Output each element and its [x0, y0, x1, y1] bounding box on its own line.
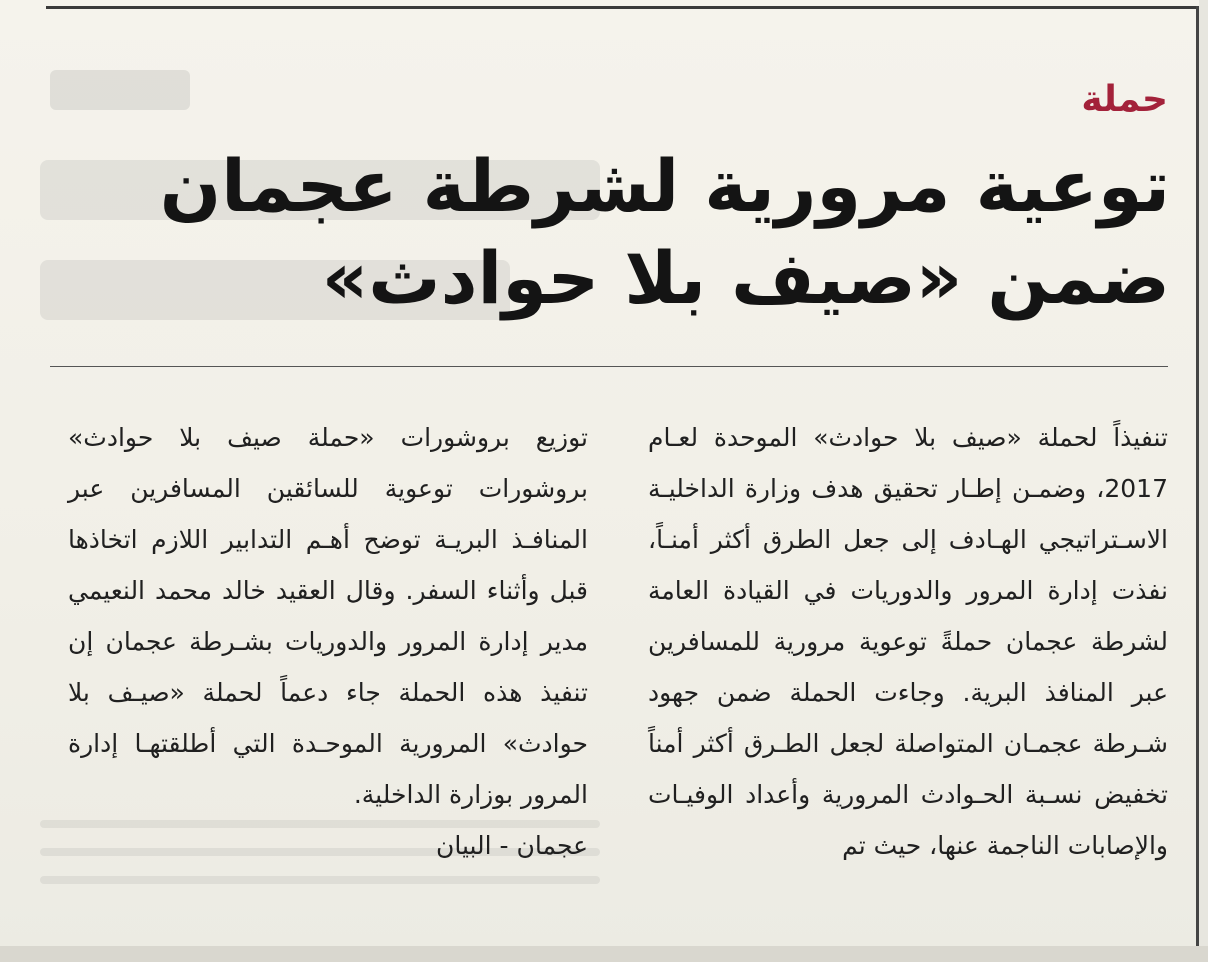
page-edge [1199, 0, 1208, 962]
column-right-text: تنفيذاً لحملة «صيف بلا حوادث» الموحدة لعـام 2017، وضمـن إطـار تحقيق هدف وزارة الداخليـة الاسـتراتيجي الهـادف إلى جعل الطرق أكثر أمنـاً، نفذت إدارة المرور والدوريات في القيادة العامة لشرطة عجمان حملةً توعوية مرورية للمسافرين عبر المنافذ البرية. وجاءت الحملة ضمن جهود شـرطة عجمـان المتواصلة لجعل الطـرق أكثر أمناً تخفيض نسـبة الحـوادث المرورية وأعداد الوفيـات والإصابات الناجمة عنها، حيث تم [648, 423, 1168, 860]
headline-divider [50, 366, 1168, 367]
article-column-left [68, 412, 588, 871]
column-left-text: توزيع بروشورات «حملة صيف بلا حوادث» بروشورات توعوية للسائقين المسافرين عبر المنافـذ البريـة توضح أهـم التدابير اللازم اتخاذها قبل وأثناء السفر. وقال العقيد خالد محمد النعيمي مدير إدارة المرور والدوريات بشـرطة عجمان إن تنفيذ هذه الحملة جاء دعماً لحملة «صيـف بلا حوادث» المرورية الموحـدة التي أطلقتهـا إدارة المرور بوزارة الداخلية. [68, 423, 588, 809]
article-column-right [648, 412, 1168, 871]
headline-line-1: توعية مرورية لشرطة عجمان [159, 144, 1170, 228]
byline: عجمان - البيان [435, 831, 588, 860]
headline-line-2: ضمن «صيف بلا حوادث» [321, 236, 1170, 320]
article-kicker: حملة [1081, 79, 1168, 120]
article-headline [159, 140, 1170, 324]
top-rule [46, 6, 1196, 9]
page-bottom-edge [0, 946, 1208, 962]
